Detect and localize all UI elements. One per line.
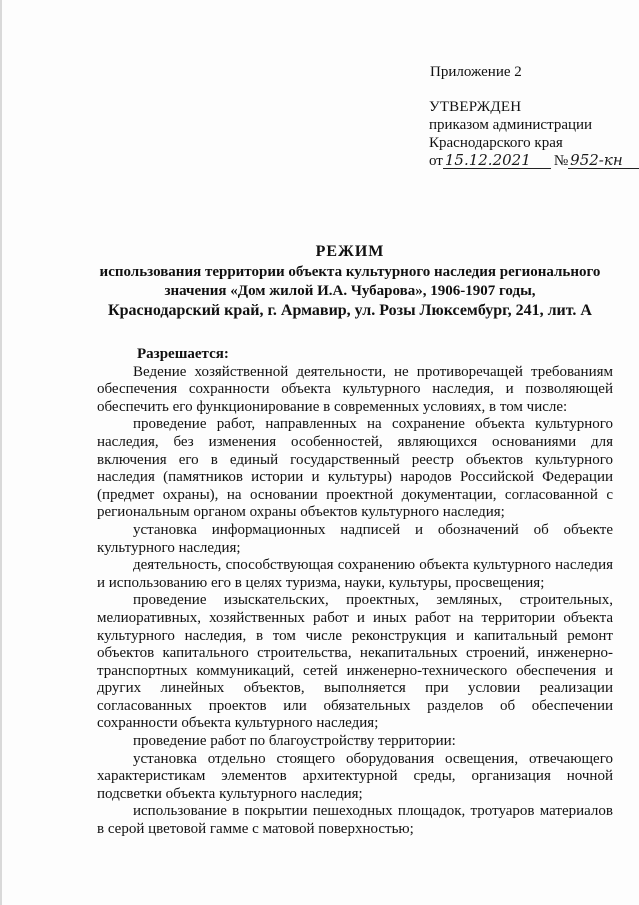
body-paragraph: проведение работ, направленных на сохранение объекта культурного наследия, без изменения особенностей, являющихся основаниями для включения его в единый государственный реестр объектов культурного наследия (памятников истории и культуры) народов Российской Федерации (предмет охраны), на основании проектной документации, согласованной с региональным органом охраны объектов культурного наследия;	[97, 416, 613, 521]
order-line-2: Краснодарского края	[429, 135, 563, 151]
title-line-1: использования территории объекта культурного наследия регионального	[99, 264, 601, 280]
document-body	[97, 346, 613, 839]
body-paragraph: использование в покрытии пешеходных площадок, тротуаров материалов в серой цветовой гамме с матовой поверхностью;	[97, 803, 613, 838]
appendix-label: Приложение 2	[430, 64, 522, 80]
body-paragraph: деятельность, способствующая сохранению объекта культурного наследия и использованию его в целях туризма, науки, культуры, просвещения;	[97, 557, 613, 591]
handwritten-number: 952-кн	[568, 152, 639, 169]
title-line-3: Краснодарский край, г. Армавир, ул. Розы Люксембург, 241, лит. А	[108, 302, 592, 319]
number-prefix: №	[553, 153, 569, 169]
document-title	[60, 242, 639, 320]
body-paragraph: проведение работ по благоустройству территории:	[133, 733, 456, 750]
title-line-2: значения «Дом жилой И.А. Чубарова», 1906-1907 годы,	[164, 283, 536, 299]
handwritten-date: 15.12.2021	[443, 152, 551, 169]
body-paragraph: проведение изыскательских, проектных, земляных, строительных, мелиоративных, хозяйственных работ и иных работ на территории объекта культурного наследия, в том числе реконструкция и капитальный ремонт объектов капитального строительства, некапитальных строений, инженерно-транспортных коммуникаций, сетей инженерно-технического обеспечения и других линейных объектов, выполняется при условии реализации согласованных проектов или обязательных разделов об обеспечении сохранности объекта культурного наследия;	[97, 592, 613, 732]
order-line-1: приказом администрации	[429, 117, 593, 133]
approval-block	[429, 98, 639, 170]
body-paragraph: установка отдельно стоящего оборудования освещения, отвечающего характеристикам элементов архитектурной среды, организация ночной подсветки объекта культурного наследия;	[97, 750, 613, 802]
title-heading: РЕЖИМ	[315, 243, 385, 260]
body-paragraph: Ведение хозяйственной деятельности, не противоречащей требованиям обеспечения сохранности объекта культурного наследия, и позволяющей обеспечить его функционирование в современных условиях, в том числе:	[97, 363, 613, 415]
date-prefix: от	[429, 153, 443, 169]
body-paragraph: установка информационных надписей и обозначений об объекте культурного наследия;	[97, 521, 613, 556]
approved-heading: УТВЕРЖДЕН	[429, 99, 522, 115]
allowed-heading: Разрешается:	[137, 346, 229, 362]
date-number-line	[429, 152, 639, 170]
page-edge	[0, 0, 2, 905]
